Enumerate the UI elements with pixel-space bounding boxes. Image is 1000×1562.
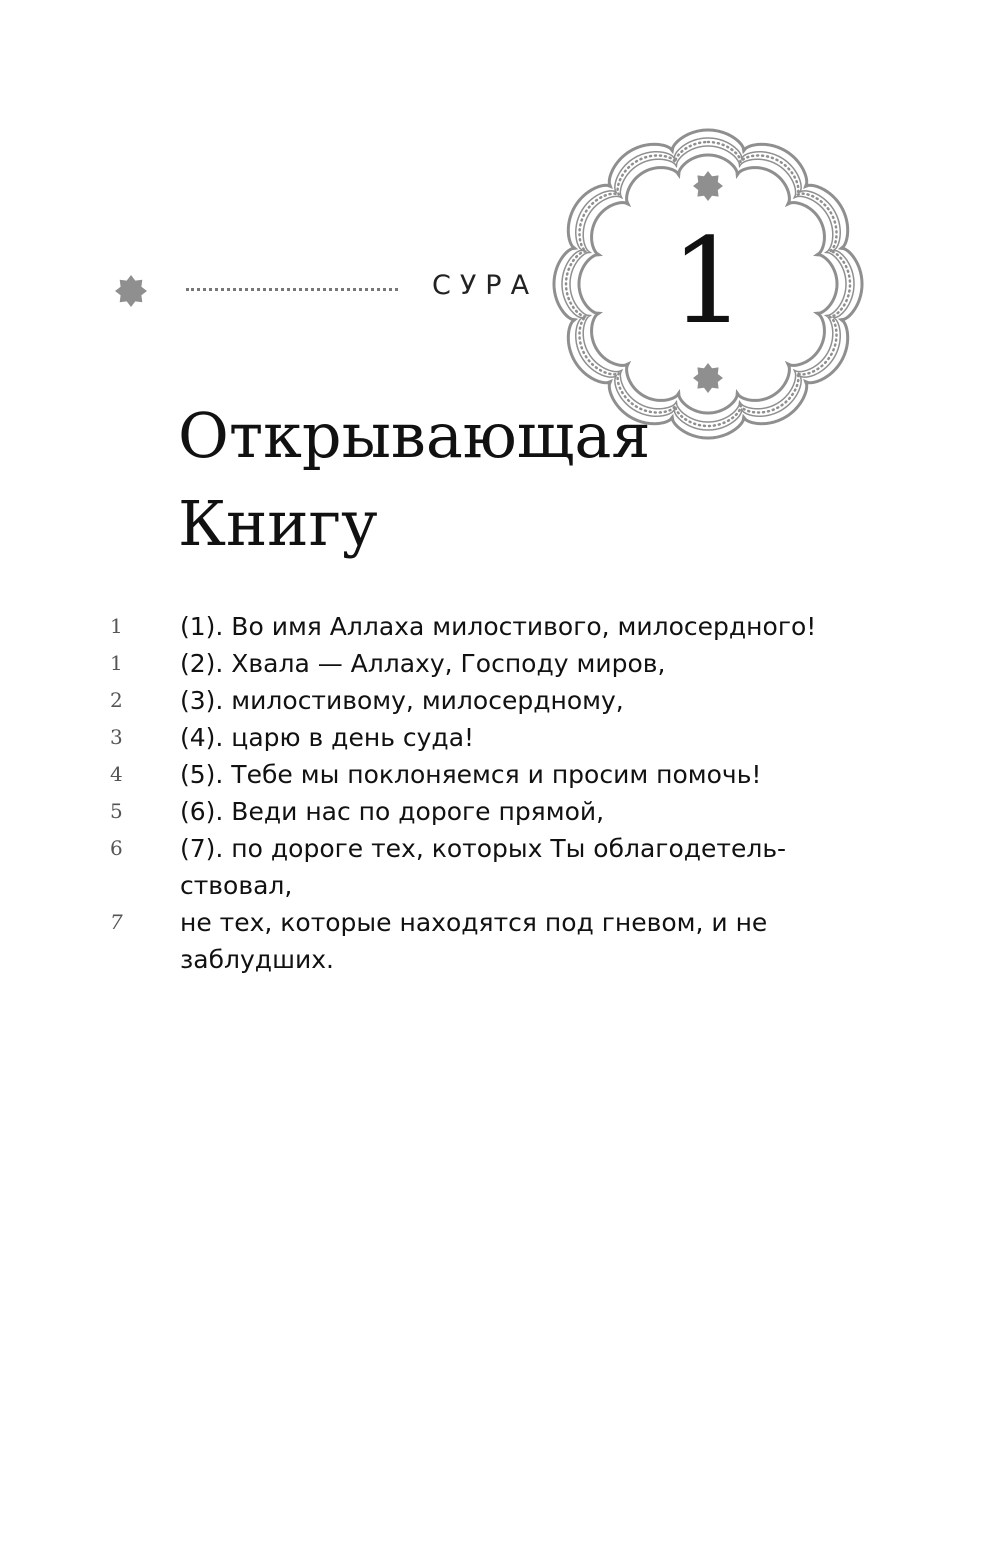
verse-list [110, 608, 830, 978]
sura-title-line-2: Книгу [178, 487, 378, 560]
verse-number: 3 [110, 725, 123, 749]
verse [110, 719, 830, 756]
verse-text: (7). по дороге тех, которых Ты облагодетель- [180, 834, 787, 863]
sura-title [178, 392, 650, 568]
verse [110, 830, 830, 904]
verse-text: ствовал, [180, 871, 293, 900]
verse [110, 756, 830, 793]
verse-text: (2). Хвала — Аллаху, Господу миров, [180, 649, 666, 678]
star-ornament-icon [114, 274, 148, 308]
star-ornament-icon [693, 171, 723, 201]
verse-number: 6 [110, 836, 123, 860]
verse-text: (3). милостивому, милосердному, [180, 686, 624, 715]
verse-text: не тех, которые находятся под гневом, и не [180, 908, 768, 937]
sura-label: СУРА [432, 270, 539, 301]
dotted-divider [186, 288, 398, 291]
verse-text: заблудших. [180, 945, 334, 974]
verse [110, 682, 830, 719]
star-ornament-icon [693, 363, 723, 393]
verse [110, 608, 830, 645]
verse-text: (5). Тебе мы поклоняемся и просим помочь! [180, 760, 762, 789]
sura-title-line-1: Открывающая [178, 399, 651, 472]
verse-text: (1). Во имя Аллаха милостивого, милосердного! [180, 612, 817, 641]
verse-number: 2 [110, 688, 123, 712]
verse-number: 1 [110, 651, 123, 675]
sura-number: 1 [670, 212, 746, 350]
verse-text: (6). Веди нас по дороге прямой, [180, 797, 605, 826]
verse-text: (4). царю в день суда! [180, 723, 475, 752]
verse-number: 4 [110, 762, 123, 786]
verse [110, 904, 830, 978]
verse-number: 1 [110, 614, 123, 638]
verse-number: 7 [110, 910, 123, 934]
verse [110, 793, 830, 830]
verse-number: 5 [110, 799, 123, 823]
verse [110, 645, 830, 682]
